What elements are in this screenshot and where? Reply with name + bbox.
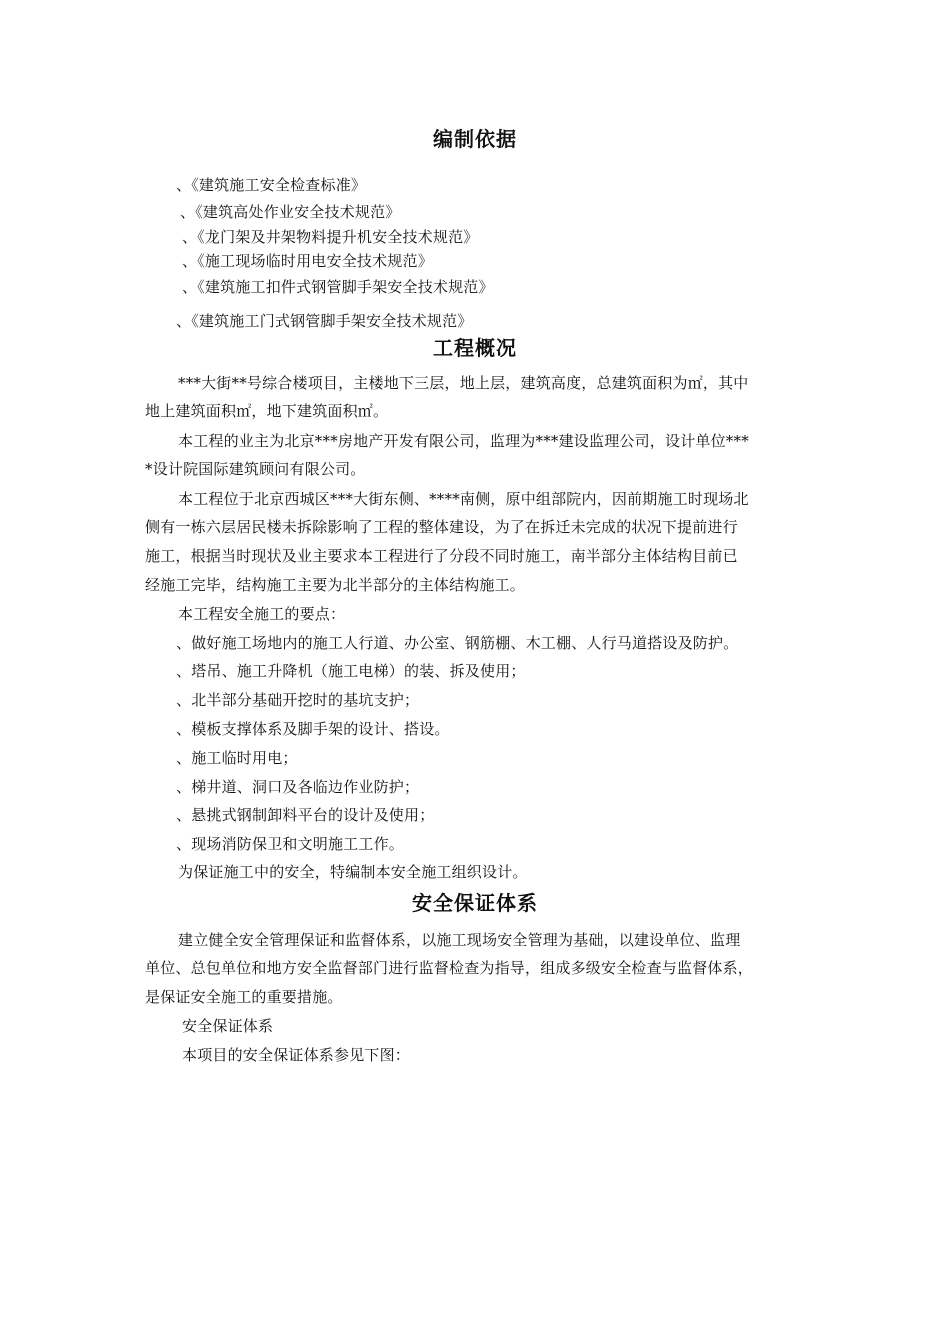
overview-para3-line2: 侧有一栋六层居民楼未拆除影响了工程的整体建设，为了在拆迁未完成的状况下提前进行	[145, 518, 738, 536]
overview-para1-line2: 地上建筑面积㎡，地下建筑面积㎡。	[145, 402, 389, 420]
safety-point-2: 、塔吊、施工升降机（施工电梯）的装、拆及使用；	[176, 662, 526, 680]
section-title-safety: 安全保证体系	[412, 891, 538, 915]
safety-point-5: 、施工临时用电；	[176, 749, 298, 767]
overview-para3-line3: 施工，根据当时现状及业主要求本工程进行了分段不同时施工，南半部分主体结构目前已	[145, 547, 738, 565]
safety-point-8: 、现场消防保卫和文明施工工作。	[176, 835, 405, 853]
basis-item-4: 、《施工现场临时用电安全技术规范》	[182, 252, 433, 270]
basis-item-5: 、《建筑施工扣件式钢管脚手架安全技术规范》	[182, 278, 494, 296]
safety-points-intro: 本工程安全施工的要点：	[178, 605, 346, 623]
safety-para1-line1: 建立健全安全管理保证和监督体系，以施工现场安全管理为基础，以建设单位、监理	[178, 931, 741, 949]
safety-para1-line3: 是保证安全施工的重要措施。	[145, 988, 343, 1006]
safety-point-1: 、做好施工场地内的施工人行道、办公室、钢筋棚、木工棚、人行马道搭设及防护。	[176, 634, 739, 652]
basis-item-2: 、《建筑高处作业安全技术规范》	[180, 203, 401, 221]
safety-point-4: 、模板支撑体系及脚手架的设计、搭设。	[176, 720, 450, 738]
overview-para2-line1: 本工程的业主为北京***房地产开发有限公司，监理为***建设监理公司，设计单位***	[178, 432, 749, 450]
safety-point-6: 、梯井道、洞口及各临边作业防护；	[176, 778, 420, 796]
safety-para1-line2: 单位、总包单位和地方安全监督部门进行监督检查为指导，组成多级安全检查与监督体系，	[145, 959, 754, 977]
overview-para3-line1: 本工程位于北京西城区***大街东侧、****南侧，原中组部院内，因前期施工时现场北	[178, 490, 749, 508]
basis-item-1: 、《建筑施工安全检查标准》	[176, 176, 367, 194]
safety-point-7: 、悬挑式钢制卸料平台的设计及使用；	[176, 806, 435, 824]
safety-subheading: 安全保证体系	[182, 1017, 274, 1035]
basis-item-6: 、《建筑施工门式钢管脚手架安全技术规范》	[176, 312, 473, 330]
section-title-overview: 工程概况	[433, 336, 517, 360]
overview-closing: 为保证施工中的安全，特编制本安全施工组织设计。	[178, 863, 528, 881]
basis-item-3: 、《龙门架及井架物料提升机安全技术规范》	[182, 228, 479, 246]
safety-point-3: 、北半部分基础开挖时的基坑支护；	[176, 691, 420, 709]
section-title-basis: 编制依据	[433, 127, 517, 151]
safety-diagram-reference: 本项目的安全保证体系参见下图：	[182, 1046, 411, 1064]
overview-para3-line4: 经施工完毕，结构施工主要为北半部分的主体结构施工。	[145, 576, 526, 594]
overview-para2-line2: *设计院国际建筑顾问有限公司。	[145, 460, 366, 478]
overview-para1-line1: ***大街**号综合楼项目，主楼地下三层，地上层，建筑高度，总建筑面积为㎡，其中	[178, 374, 749, 392]
